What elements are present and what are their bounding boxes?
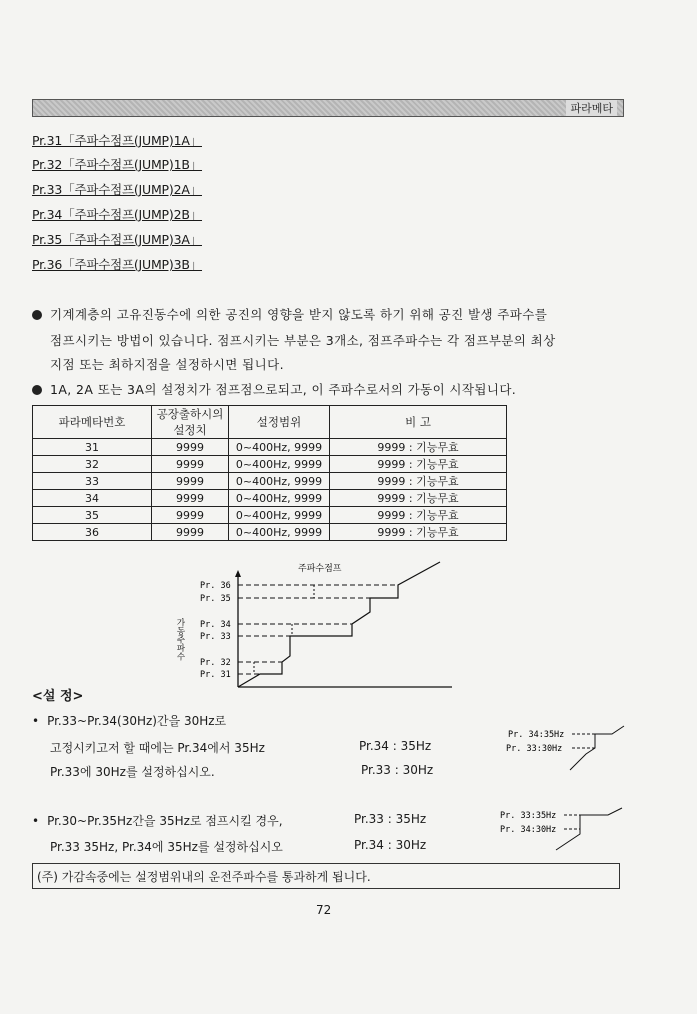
cell-remarks: 9999 : 기능무효 [330, 473, 507, 490]
cell-param: 31 [33, 439, 152, 456]
setting-item-1-line-2: 고정시키고저 할 때에는 Pr.34에서 35Hz [50, 741, 265, 755]
cell-default: 9999 [152, 507, 229, 524]
diagram-title: 주파수점프 [298, 564, 342, 574]
cell-remarks: 9999 : 기능무효 [330, 439, 507, 456]
setting-2-mini-diagram [494, 806, 629, 858]
cell-default: 9999 [152, 456, 229, 473]
mini-label-33b: Pr. 33:35Hz [500, 811, 557, 821]
mini-label-33: Pr. 33:30Hz [506, 744, 563, 754]
description-line-4: 1A, 2A 또는 3A의 설정치가 점프점으로되고, 이 주파수로서의 가동이 시작됩니다. [32, 380, 516, 398]
param-title-32: Pr.32「주파수점프(JUMP)1B」 [32, 157, 203, 172]
cell-range: 0~400Hz, 9999 [229, 524, 330, 541]
level-label-36: Pr. 36 [200, 581, 231, 591]
cell-param: 36 [33, 524, 152, 541]
setting-item-2-line-1: • Pr.30~Pr.35Hz간을 35Hz로 점프시킬 경우, [32, 814, 283, 828]
level-label-31: Pr. 31 [200, 670, 231, 680]
cell-range: 0~400Hz, 9999 [229, 439, 330, 456]
description-line-2: 점프시키는 방법이 있습니다. 점프시키는 부분은 3개소, 점프주파수는 각 점프부분의 최상 [50, 333, 556, 348]
table-row [33, 456, 507, 473]
level-label-32: Pr. 32 [200, 658, 231, 668]
level-label-34: Pr. 34 [200, 620, 231, 630]
description-line-3: 지점 또는 최하지점을 설정하시면 됩니다. [50, 357, 284, 372]
level-label-33: Pr. 33 [200, 632, 231, 642]
table-row [33, 507, 507, 524]
table-row [33, 524, 507, 541]
bullet-dot-icon [32, 385, 42, 395]
section-header-bar [32, 99, 624, 117]
table-header-param: 파라메타번호 [33, 406, 152, 439]
cell-default: 9999 [152, 439, 229, 456]
note-box: (주) 가감속중에는 설정범위내의 운전주파수를 통과하게 됩니다. [32, 863, 620, 889]
setting-heading: <설 정> [32, 689, 84, 704]
cell-default: 9999 [152, 490, 229, 507]
cell-remarks: 9999 : 기능무효 [330, 524, 507, 541]
setting-item-1-line-3: Pr.33에 30Hz를 설정하십시오. [50, 765, 215, 779]
table-header-remarks: 비 고 [330, 406, 507, 439]
cell-param: 32 [33, 456, 152, 473]
jump-frequency-diagram [170, 560, 460, 695]
setting-item-1-value-1: Pr.34 : 35Hz [359, 739, 432, 753]
diagram-y-label: 가동주파수 [175, 618, 185, 661]
setting-item-1-value-2: Pr.33 : 30Hz [361, 763, 434, 777]
table-row [33, 439, 507, 456]
cell-param: 33 [33, 473, 152, 490]
cell-remarks: 9999 : 기능무효 [330, 456, 507, 473]
cell-param: 34 [33, 490, 152, 507]
cell-remarks: 9999 : 기능무효 [330, 490, 507, 507]
cell-remarks: 9999 : 기능무효 [330, 507, 507, 524]
cell-range: 0~400Hz, 9999 [229, 507, 330, 524]
mini-label-34b: Pr. 34:30Hz [500, 825, 557, 835]
setting-1-mini-diagram [500, 724, 635, 776]
cell-default: 9999 [152, 524, 229, 541]
param-title-36: Pr.36「주파수점프(JUMP)3B」 [32, 257, 203, 272]
cell-default: 9999 [152, 473, 229, 490]
page-number: 72 [316, 903, 332, 917]
cell-range: 0~400Hz, 9999 [229, 473, 330, 490]
table-header-range: 설정범위 [229, 406, 330, 439]
section-title: 파라메타 [566, 100, 617, 116]
cell-range: 0~400Hz, 9999 [229, 490, 330, 507]
level-label-35: Pr. 35 [200, 594, 231, 604]
setting-item-1-line-1: • Pr.33~Pr.34(30Hz)간을 30Hz로 [32, 714, 227, 728]
setting-item-2-value-1: Pr.33 : 35Hz [354, 812, 427, 826]
table-row [33, 490, 507, 507]
mini-label-34: Pr. 34:35Hz [508, 730, 565, 740]
description-line-1: 기계계층의 고유진동수에 의한 공진의 영향을 받지 않도록 하기 위해 공진 발생 주파수를 [32, 305, 547, 323]
param-title-33: Pr.33「주파수점프(JUMP)2A」 [32, 182, 202, 197]
table-row [33, 473, 507, 490]
cell-range: 0~400Hz, 9999 [229, 456, 330, 473]
cell-param: 35 [33, 507, 152, 524]
parameter-table [32, 405, 507, 541]
setting-item-2-line-2: Pr.33 35Hz, Pr.34에 35Hz를 설정하십시오 [50, 840, 283, 854]
setting-item-2-value-2: Pr.34 : 30Hz [354, 838, 427, 852]
param-title-34: Pr.34「주파수점프(JUMP)2B」 [32, 207, 203, 222]
y-axis-arrow-icon [235, 570, 241, 577]
table-header-default: 공장출하시의 설정치 [152, 406, 229, 439]
bullet-dot-icon [32, 310, 42, 320]
param-title-31: Pr.31「주파수점프(JUMP)1A」 [32, 133, 202, 148]
param-title-35: Pr.35「주파수점프(JUMP)3A」 [32, 232, 202, 247]
